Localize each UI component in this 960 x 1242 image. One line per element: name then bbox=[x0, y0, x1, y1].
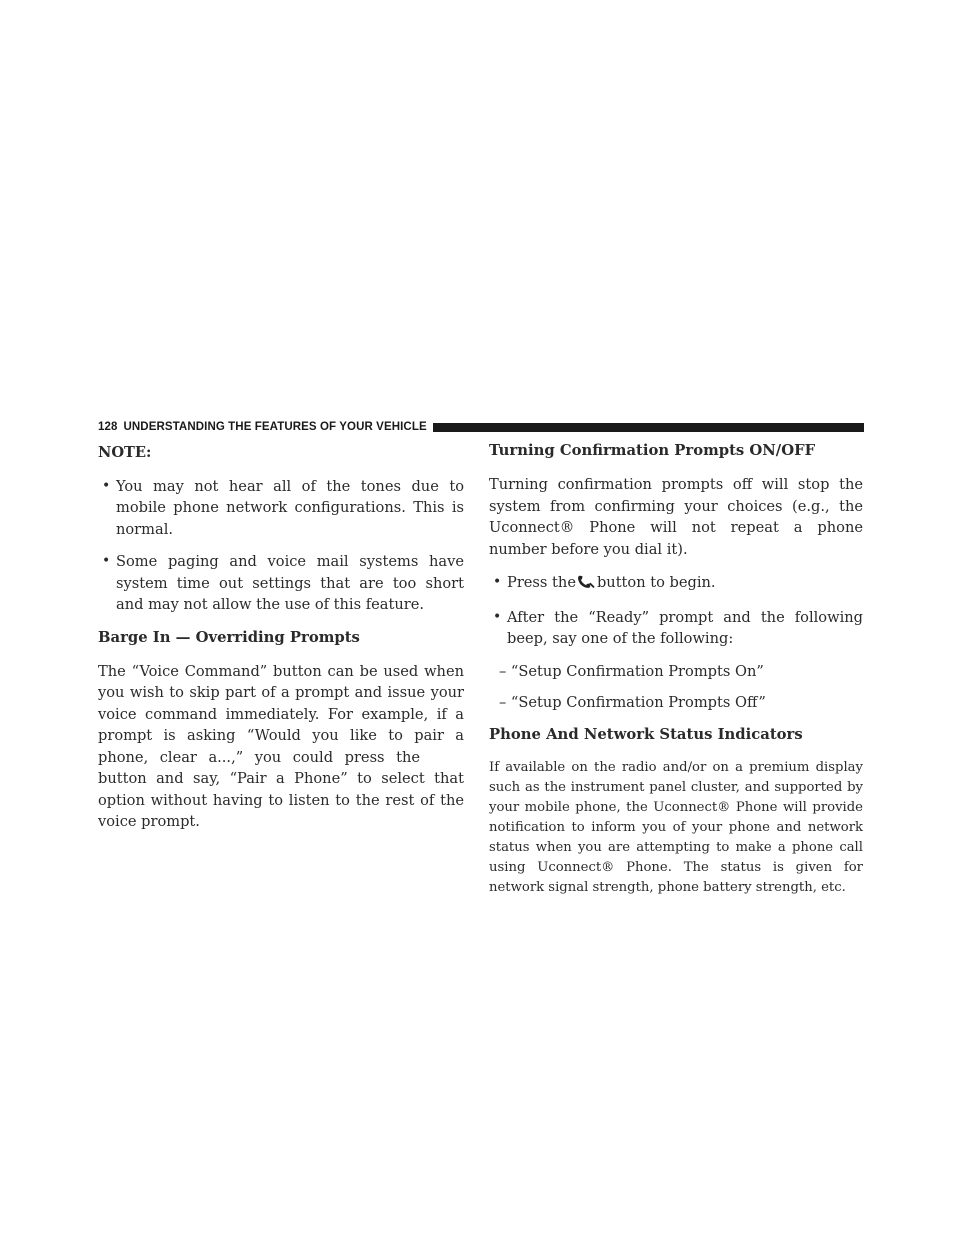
bullet-icon: • bbox=[493, 608, 502, 625]
list-item bbox=[98, 551, 464, 616]
confirmation-steps bbox=[489, 572, 863, 650]
left-column bbox=[98, 440, 464, 833]
right-column bbox=[489, 440, 863, 898]
note-label: NOTE: bbox=[98, 444, 152, 461]
list-item: – “Setup Confirmation Prompts Off” bbox=[499, 694, 766, 711]
barge-in-heading: Barge In — Overriding Prompts bbox=[98, 628, 360, 646]
list-item: – “Setup Confirmation Prompts On” bbox=[499, 662, 764, 680]
voice-command-options bbox=[489, 661, 863, 714]
header-rule bbox=[433, 423, 864, 432]
bullet-text: You may not hear all of the tones due to mobile phone network configurations. This is normal. bbox=[116, 477, 464, 538]
section-title: UNDERSTANDING THE FEATURES OF YOUR VEHICLE bbox=[123, 421, 427, 433]
status-paragraph: If available on the radio and/or on a premium display such as the instrument panel cluster, and supported by your mobile phone, the Uconnect® Phone will provide notification to inform you of your phone and network status when you are attempting to make a phone call using Uconnect® Phone. The status is given for network signal strength, phone battery strength, etc. bbox=[489, 759, 863, 895]
list-item bbox=[489, 572, 863, 596]
confirmation-heading: Turning Confirmation Prompts ON/OFF bbox=[489, 442, 816, 459]
status-heading: Phone And Network Status Indicators bbox=[489, 725, 803, 743]
note-bullets bbox=[98, 476, 464, 616]
bullet-icon: • bbox=[493, 574, 502, 590]
page-header bbox=[98, 420, 864, 434]
barge-text-before: The “Voice Command” button can be used when you wish to skip part of a prompt and issue your voice command immediately. For example, if a prompt is asking “Would you like to pair a phone, clear a...,” you could press the bbox=[98, 662, 464, 766]
after-ready-text: After the “Ready” prompt and the following beep, say one of the following: bbox=[507, 608, 863, 647]
bullet-text: Some paging and voice mail systems have system time out settings that are too short and may not allow the use of this feature. bbox=[116, 553, 464, 613]
handset-icon bbox=[577, 574, 595, 596]
list-item bbox=[489, 607, 863, 650]
bullet-icon: • bbox=[102, 553, 111, 569]
press-text-after: button to begin. bbox=[596, 574, 716, 591]
press-text-before: Press the bbox=[507, 574, 576, 591]
confirmation-paragraph: Turning confirmation prompts off will stop the system from confirming your choices (e.g., the Uconnect® Phone will not repeat a phone number before you dial it). bbox=[489, 476, 863, 558]
barge-in-paragraph bbox=[98, 661, 464, 833]
barge-text-after: button and say, “Pair a Phone” to select that option without having to listen to the rest of the voice prompt. bbox=[98, 770, 464, 830]
page-number: 128 bbox=[98, 421, 118, 433]
list-item bbox=[98, 476, 464, 541]
bullet-icon: • bbox=[102, 477, 111, 494]
